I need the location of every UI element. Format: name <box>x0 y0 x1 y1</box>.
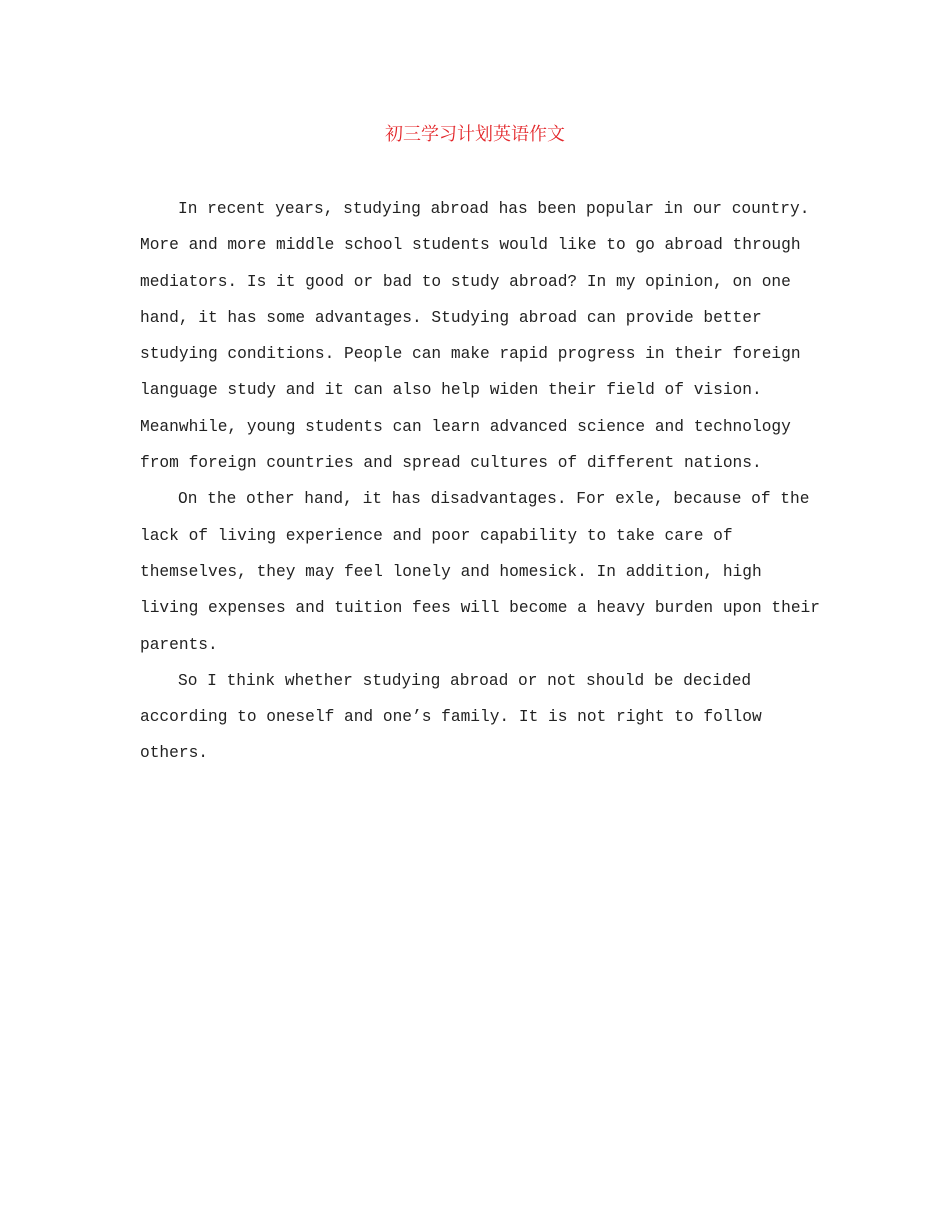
paragraph-2: On the other hand, it has disadvantages. For exle, because of the lack of living experience and poor capability to take care of themselves, they may feel lonely and homesick. In addition, high living expenses and tuition fees will become a heavy burden upon their parents. <box>140 490 820 654</box>
document-body <box>140 191 820 772</box>
document-title: 初三学习计划英语作文 <box>385 124 565 145</box>
paragraph-1: In recent years, studying abroad has been popular in our country. More and more middle school students would like to go abroad through mediators. Is it good or bad to study abroad? In my opinion, on one hand, it has some advantages. Studying abroad can provide better studying conditions. People can make rapid progress in their foreign language study and it can also help widen their field of vision. Meanwhile, young students can learn advanced science and technology from foreign countries and spread cultures of different nations. <box>140 200 810 473</box>
paragraph-3: So I think whether studying abroad or not should be decided according to oneself and one’s family. It is not right to follow others. <box>140 671 762 763</box>
